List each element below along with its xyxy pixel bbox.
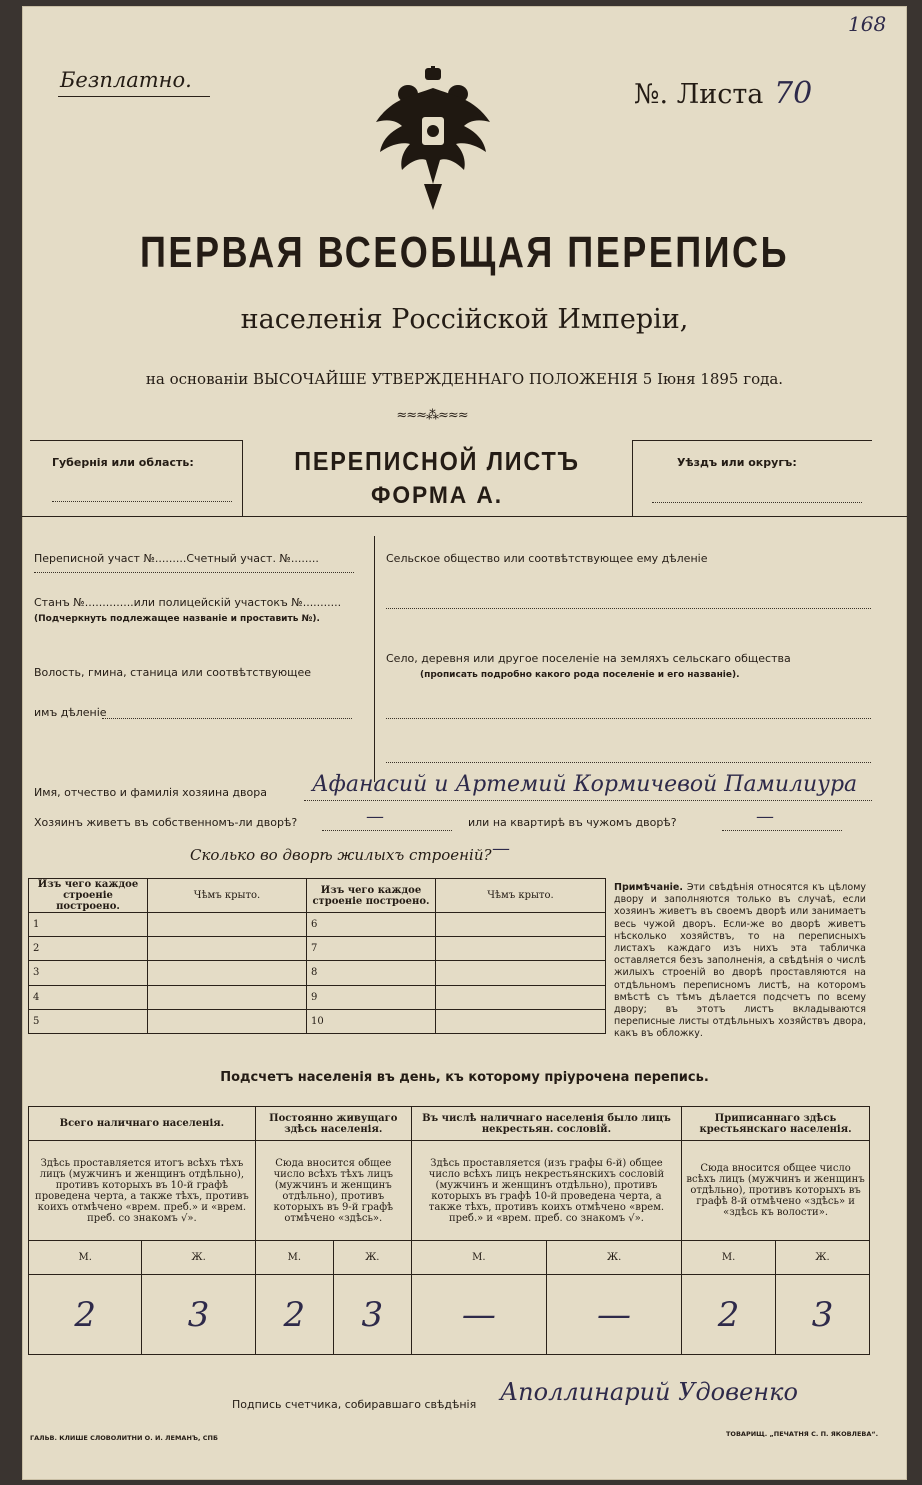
handwritten-page-number: 168: [848, 12, 887, 36]
ornament-divider: ≈≈≈⁂≈≈≈: [396, 408, 468, 423]
present-female-value: 3: [142, 1275, 255, 1355]
note-text: Примѣчаніе. Эти свѣдѣнія относятся къ цѣлому двору и заполняются только въ случаѣ, если хозяинъ живетъ въ своемъ дворѣ или занимаетъ весь чужой дворъ. Если-же во дворѣ живетъ нѣсколько хозяйствъ, то на переписныхъ листахъ каждаго изъ нихъ эта табличка оставляется безъ заполненія, а свѣдѣнія о числѣ жилыхъ строеній во дворѣ проставляются на отдѣльномъ переписномъ листѣ, на которомъ вмѣстѣ съ тѣмъ дѣлается подсчетъ по всему двору; въ этотъ листъ вкладываются переписные листы отдѣльныхъ хозяйствъ двора, какъ въ обложку.: [614, 882, 866, 1040]
population-table: Всего наличнаго населенія. Постоянно живущаго здѣсь населенія. Въ числѣ наличнаго населенія было лицъ некрестьян. сословій. Приписаннаго здѣсь крестьянскаго населенія. Здѣсь проставляется итогъ всѣхъ тѣхъ лицъ (мужчинъ и женщинъ отдѣльно), противъ которыхъ въ 10-й графѣ проведена черта, а также тѣхъ, противъ коихъ отмѣчено «врем. преб.» и «врем. преб. со знакомъ √». Сюда вносится общее число всѣхъ тѣхъ лицъ (мужчинъ и женщинъ отдѣльно), противъ которыхъ въ 9-й графѣ отмѣчено «здѣсь». Здѣсь проставляется (изъ графы 6-й) общее число всѣхъ лицъ некрестьянскихъ сословій (мужчинъ и женщинъ отдѣльно), противъ которыхъ въ графѣ 10-й проведена черта, а также тѣхъ, противъ коихъ отмѣчено «врем. преб.» и «врем. преб. со знакомъ √». Сюда вносится общее число всѣхъ лицъ (мужчинъ и женщинъ отдѣльно), противъ которыхъ въ графѣ 8-й отмѣчено «здѣсь» и «здѣсь къ волости». М. Ж. М. Ж. М. Ж. М. Ж. 2 3 2 3 — — 2 3: [28, 1106, 870, 1355]
nonpeasant-male-value: —: [411, 1275, 546, 1355]
legal-basis: на основаніи ВЫСОЧАЙШЕ УТВЕРЖДЕННАГО ПОЛОЖЕНІЯ 5 Іюня 1895 года.: [145, 370, 784, 388]
form-title: ПЕРЕПИСНОЙ ЛИСТЪ: [294, 446, 580, 476]
village-label: Село, деревня или другое поселеніе на земляхъ сельскаго общества: [386, 652, 791, 665]
registered-female-value: 3: [776, 1275, 870, 1355]
main-title: ПЕРВАЯ ВСЕОБЩАЯ ПЕРЕПИСЬ: [140, 228, 789, 277]
owner-label: Имя, отчество и фамилія хозяина двора: [34, 786, 267, 799]
sheet-number-label: №. Листа 70: [634, 76, 813, 111]
station-note: (Подчеркнуть подлежащее названіе и проставить №).: [34, 614, 320, 624]
district-label: Уѣздъ или округъ:: [677, 456, 797, 469]
signature-label: Подпись счетчика, собиравшаго свѣдѣнія: [232, 1398, 477, 1411]
rural-society-label: Сельское общество или соотвѣтствующее ему дѣленіе: [386, 552, 708, 565]
permanent-female-value: 3: [333, 1275, 411, 1355]
nonpeasant-female-value: —: [546, 1275, 681, 1355]
volost-label: Волость, гмина, станица или соотвѣтствующее: [34, 666, 312, 679]
printer-left: ГАЛЬВ. КЛИШЕ СЛОВОЛИТНИ О. И. ЛЕМАНЪ, СПБ: [30, 1434, 218, 1442]
form-subtitle: ФОРМА А.: [371, 482, 503, 509]
buildings-count-label: Сколько во дворѣ жилыхъ строеній?: [190, 846, 492, 864]
population-count-title: Подсчетъ населенія въ день, къ которому пріурочена перепись.: [220, 1070, 709, 1085]
free-label: Безплатно.: [60, 68, 192, 92]
apartment-label: или на квартирѣ въ чужомъ дворѣ?: [468, 816, 677, 829]
census-section-label: Переписной участ №.........Счетный участ. №........: [34, 552, 319, 565]
double-headed-eagle-emblem-icon: [372, 66, 494, 212]
owner-handwritten-name: Афанасий и Артемий Кормичевой Памилиура: [312, 772, 858, 797]
village-note: (прописать подробно какого рода поселеніе и его названіе).: [420, 670, 740, 680]
census-sheet: 168 Безплатно. №. Листа 70 ПЕРВАЯ ВСЕОБЩАЯ ПЕРЕПИСЬ населенія Россійской Имперіи, на основаніи ВЫСОЧАЙШЕ УТВЕРЖДЕННАГО ПОЛОЖЕНІЯ 5 Іюня 1895 года. ≈≈≈⁂≈≈≈ Губернія или область: ПЕРЕПИСНОЙ ЛИСТЪ ФОРМА А. Уѣздъ или округъ: Переписной участ №.........Счетный участ. №........ Станъ №..............или полицейскій участокъ №........... (Подчеркнуть подлежащее названіе и проставить №). Волость, гмина, станица или соотвѣтствующее имъ дѣленіе Сельское общество или соотвѣтствующее ему дѣленіе Село, деревня или другое поселеніе на земляхъ сельскаго общества (прописать подробно какого рода поселеніе и его названіе). Имя, отчество и фамилія хозяина двора Афанасий и Артемий Кормичевой Памилиура Хозяинъ живетъ въ собственномъ-ли дворѣ? — или на квартирѣ въ чужомъ дворѣ? — Сколько во дворѣ жилыхъ строеній? — Изъ чего каждое строеніе построено. Чѣмъ крыто. Изъ чего каждое строеніе построено. Чѣмъ крыто. 1 6 2 7 3 8 4 9 5 10 Примѣчаніе. Эти свѣдѣнія относятся къ цѣлому двору и заполняются только въ случаѣ, если хозяинъ живетъ въ своемъ дворѣ или занимаетъ весь чужой дворъ. Если-же во дворѣ живетъ нѣсколько хозяйствъ, то на переписныхъ листахъ каждаго изъ нихъ эта табличка оставляется безъ заполненія, а свѣдѣнія о числѣ жилыхъ строеній во дворѣ проставляются на отдѣльномъ переписномъ листѣ, на которомъ вмѣстѣ съ тѣмъ дѣлается подсчетъ по всему двору; въ этотъ листъ вкладываются переписные листы отдѣльныхъ хозяйствъ двора, какъ въ обложку. Подсчетъ населенія въ день, къ которому пріурочена перепись. Всего наличнаго населенія. Постоянно живущаго здѣсь населенія. Въ числѣ наличнаго населенія было лицъ некрестьян. сословій. Приписаннаго здѣсь крестьянскаго населенія. Здѣсь проставляется итогъ всѣхъ тѣхъ лицъ (мужчинъ и женщинъ отдѣльно), противъ которыхъ въ 10-й графѣ проведена черта, а также тѣхъ, противъ коихъ отмѣчено «врем. преб.» и «врем. преб. со знакомъ √». Сюда вносится общее число всѣхъ тѣхъ лицъ (мужчинъ и женщинъ отдѣльно), противъ которыхъ въ 9-й графѣ отмѣчено «здѣсь». Здѣсь проставляется (изъ графы 6-й) общее число всѣхъ лицъ некрестьянскихъ сословій (мужчинъ и женщинъ отдѣльно), противъ которыхъ въ графѣ 10-й проведена черта, а также тѣхъ, противъ коихъ отмѣчено «врем. преб.» и «врем. преб. со знакомъ √». Сюда вносится общее число всѣхъ лицъ (мужчинъ и женщинъ отдѣльно), противъ которыхъ въ графѣ 8-й отмѣчено «здѣсь» и «здѣсь къ волости». М. Ж. М. Ж. М. Ж. М. Ж. 2 3 2 3 — — 2 3 Подпись счетчика, собиравшаго свѣдѣнія Аполлинарий Удовенко ГАЛЬВ. КЛИШЕ СЛОВОЛИТНИ О. И. ЛЕМАНЪ, СПБ ТОВАРИЩ. „ПЕЧАТНЯ С. П. ЯКОВЛЕВА“.: [22, 6, 907, 1480]
enumerator-signature: Аполлинарий Удовенко: [500, 1378, 798, 1406]
permanent-male-value: 2: [255, 1275, 333, 1355]
buildings-table: Изъ чего каждое строеніе построено. Чѣмъ крыто. Изъ чего каждое строеніе построено. Чѣмъ крыто. 1 6 2 7 3 8 4 9 5 10: [28, 878, 606, 1034]
subtitle: населенія Россійской Имперіи,: [240, 304, 689, 335]
own-yard-label: Хозяинъ живетъ въ собственномъ-ли дворѣ?: [34, 816, 298, 829]
station-label: Станъ №..............или полицейскій участокъ №...........: [34, 596, 342, 609]
province-label: Губернія или область:: [52, 456, 194, 469]
division-label: имъ дѣленіе: [34, 706, 107, 719]
present-male-value: 2: [29, 1275, 142, 1355]
printer-right: ТОВАРИЩ. „ПЕЧАТНЯ С. П. ЯКОВЛЕВА“.: [726, 1430, 879, 1438]
registered-male-value: 2: [682, 1275, 776, 1355]
